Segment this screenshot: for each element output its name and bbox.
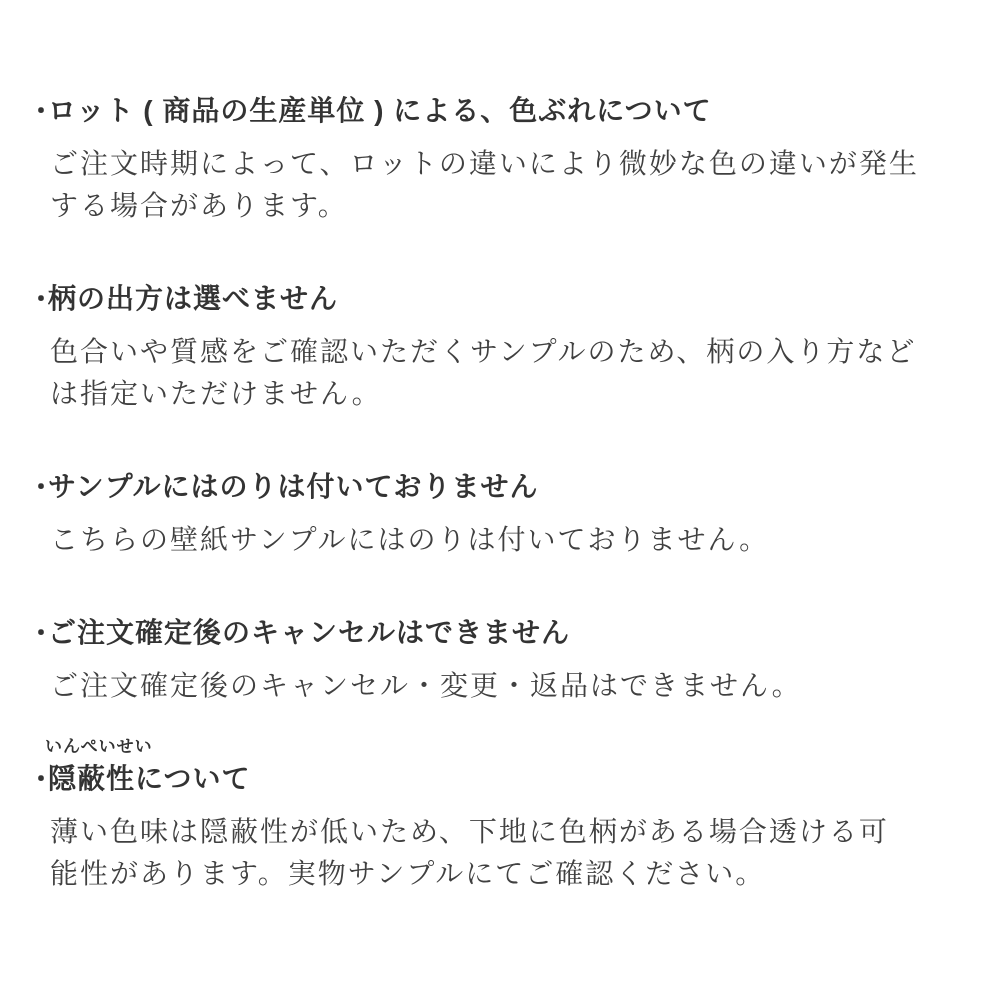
notice-body [50,143,970,227]
notice-body [50,519,970,561]
notice-section-no-glue [28,467,970,561]
notice-heading [28,279,970,319]
notice-body [50,331,970,415]
notice-heading-text: 柄の出方は選べません [48,283,339,314]
notice-body [50,665,970,707]
notice-body-line: こちらの壁紙サンプルにはのりは付いておりません。 [50,524,770,555]
notice-body-line: 薄い色味は隠蔽性が低いため、下地に色柄がある場合透ける可 [50,816,889,847]
notice-heading [28,737,970,799]
notice-heading-text: サンプルにはのりは付いておりません [48,471,539,502]
ruby-base: 隠蔽性 [48,763,136,794]
notice-heading [28,467,970,507]
notice-body-line: ご注文確定後のキャンセル・変更・返品はできません。 [50,670,802,701]
notice-body-line: は指定いただけません。 [50,378,382,409]
notice-body [50,811,970,895]
bullet-icon: ・ [28,764,56,794]
bullet-icon: ・ [28,284,56,314]
notice-section-no-cancel [28,613,970,707]
notice-heading-text [45,737,970,799]
notice-section-lot-color [28,91,970,227]
notice-heading [28,91,970,131]
notice-heading [28,613,970,653]
notice-body-line: する場合があります。 [50,190,348,221]
ruby-base-wrap [45,737,153,799]
notice-section-pattern [28,279,970,415]
notice-section-opacity [28,737,970,895]
bullet-icon: ・ [28,472,56,502]
notice-heading-rest: について [135,763,251,794]
notice-heading-text: ロット ( 商品の生産単位 ) による、色ぶれについて [48,95,712,126]
notice-body-line: 能性があります。実物サンプルにてご確認ください。 [50,858,766,889]
notice-body-line: ご注文時期によって、ロットの違いにより微妙な色の違いが発生 [50,148,919,179]
furigana-reading: いんぺいせい [45,737,153,756]
bullet-icon: ・ [28,96,56,126]
notice-body-line: 色合いや質感をご確認いただくサンプルのため、柄の入り方など [50,336,917,367]
bullet-icon: ・ [28,618,56,648]
notice-heading-text: ご注文確定後のキャンセルはできません [48,617,571,648]
